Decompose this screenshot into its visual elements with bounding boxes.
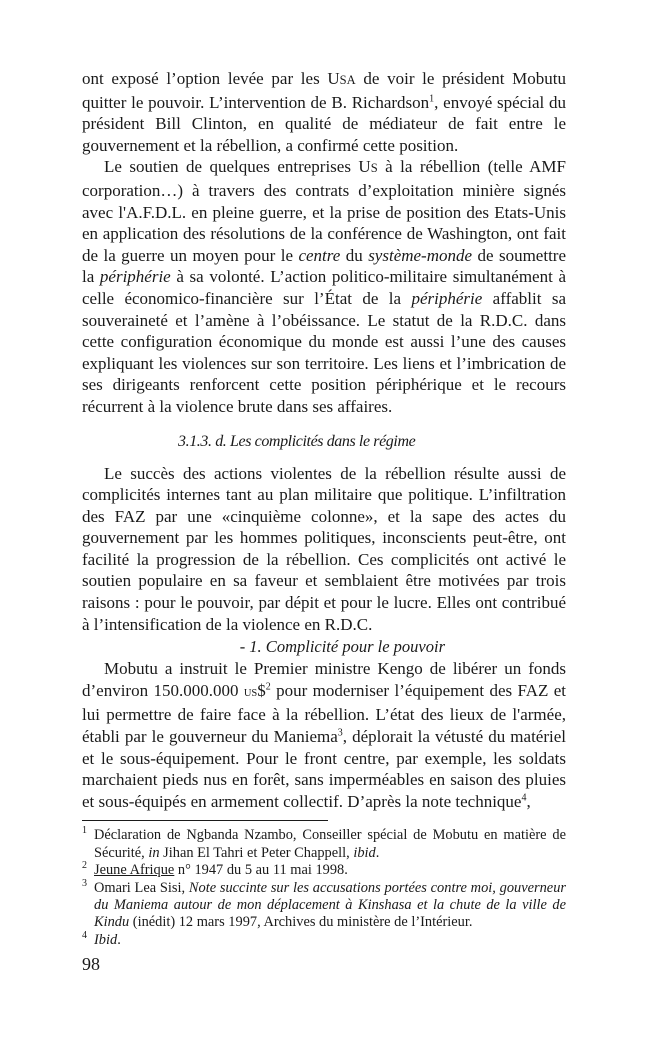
paragraph-1 bbox=[82, 68, 566, 156]
text-run: , bbox=[526, 791, 531, 811]
paragraph-4 bbox=[82, 658, 566, 812]
footnote-3 bbox=[82, 877, 566, 932]
footnote-divider bbox=[82, 820, 328, 821]
footnote-text bbox=[94, 880, 566, 932]
footnote-text bbox=[94, 827, 566, 862]
text-run: $ bbox=[257, 680, 266, 700]
page-number: 98 bbox=[82, 954, 100, 975]
italic-run: Note succinte sur les accusations portées contre moi, gouverneur du Maniema autour de mon déplacement à Kinshasa et la chute de la ville de Kindu bbox=[94, 879, 566, 931]
text-run: à la rébellion (telle AMF corporation…) à travers des contrats d’exploitation minière signés avec l'A.F.D.L. en pleine guerre, et la prise de position des Etats-Unis en application des résolutions de la conférence de Washington, ont fait de la guerre un moyen pour le bbox=[82, 157, 566, 265]
small-caps-run: S bbox=[370, 161, 378, 176]
italic-run: périphérie bbox=[411, 288, 483, 308]
footnote-number: 4 bbox=[82, 929, 87, 941]
text-run: (inédit) 12 mars 1997, Archives du ministère de l’Intérieur. bbox=[129, 914, 473, 931]
footnote-text bbox=[94, 932, 566, 949]
text-run: n° 1947 du 5 au 11 mai 1998. bbox=[174, 862, 348, 879]
text-run: Omari Lea Sisi, bbox=[94, 879, 189, 896]
text-run: . bbox=[375, 844, 380, 861]
italic-run: système-monde bbox=[368, 245, 473, 265]
footnote-ref: 3 bbox=[337, 727, 343, 739]
body-text-2 bbox=[82, 463, 566, 636]
text-run: Jihan El Tahri et Peter Chappell, bbox=[159, 844, 354, 861]
subsection-heading: - 1. Complicité pour le pouvoir bbox=[239, 637, 445, 657]
italic-run: périphérie bbox=[99, 267, 171, 287]
footnote-number: 1 bbox=[82, 825, 87, 837]
footnote-number: 2 bbox=[82, 860, 87, 872]
text-run: Le soutien de quelques entreprises U bbox=[104, 157, 371, 177]
italic-run: centre bbox=[298, 245, 341, 265]
document-page bbox=[82, 68, 566, 975]
text-run: , déplorait la vétusté du matériel et le sous-équipement. Pour le front centre, par exemple, les soldats marchaient pieds nus en forêt, sans imperméables en saison des pluies et sous-équipés en armement collectif. D’après la note technique bbox=[82, 727, 566, 811]
footnote-ref: 4 bbox=[521, 792, 527, 804]
text-run: pour moderniser l’équipement des FAZ et lui permettre de faire face à la rébellion. L’état des lieux de l'armée, établi par le gouverneur du Maniema bbox=[82, 680, 566, 747]
text-run: Mobutu a instruit le Premier ministre Kengo de libérer un fonds d’environ 150.000.000 bbox=[82, 659, 566, 700]
footnote-4 bbox=[82, 929, 566, 949]
italic-run: in bbox=[148, 844, 160, 861]
text-run: , envoyé spécial du président Bill Clinton, en qualité de médiateur de fait entre le gouvernement et la rébellion, a confirmé cette position. bbox=[82, 92, 566, 155]
paragraph-3: Le succès des actions violentes de la rébellion résulte aussi de complicités internes tant au plan militaire que politique. L’infiltration des FAZ par une «cinquième colonne», et la sape des actes du gouvernement par les hommes politiques, inconscients peut-être, ont facilité la progression de la rébellion. Ces complicités ont activé le soutien populaire en sa faveur et semblaient être motivées par trois raisons : pour le pouvoir, par dépit et pour le lucre. Elles ont contribué à l’intensification de la violence en R.D.C. bbox=[82, 463, 566, 634]
footnote-ref: 1 bbox=[429, 92, 435, 104]
footnote-ref: 2 bbox=[265, 681, 271, 693]
footnotes bbox=[82, 827, 566, 949]
text-run: du bbox=[340, 245, 369, 265]
footnote-1 bbox=[82, 827, 566, 862]
body-text bbox=[82, 68, 566, 418]
text-run: Déclaration de Ngbanda Nzambo, Conseiller spécial de Mobutu en matière de Sécurité, bbox=[94, 827, 566, 861]
text-run: affablit sa souveraineté et l’amène à l’obéissance. Le statut de la R.D.C. dans cette configuration économique du monde est aussi l’une des causes expliquant les violences sur son territoire. Les liens et l’imbrication de ses dirigeants renforcent cette position périphérique et le recours récurrent à la violence brute dans ses affaires. bbox=[82, 288, 566, 416]
text-run: ont exposé l’option levée par les U bbox=[82, 69, 340, 88]
footnote-2 bbox=[82, 862, 566, 879]
text-run: . bbox=[117, 931, 121, 948]
text-run: de soumettre la bbox=[82, 245, 566, 287]
small-caps-run: US bbox=[243, 687, 258, 699]
italic-run: Ibid bbox=[94, 931, 118, 948]
italic-run: ibid bbox=[353, 844, 376, 861]
text-run: à sa volonté. L’action politico-militaire simultanément à celle économico-financière sur l’État de la bbox=[82, 267, 566, 308]
footnote-number: 3 bbox=[82, 877, 87, 889]
footnote-text bbox=[94, 862, 566, 879]
text-run: de voir le président Mobutu quitter le pouvoir. L’intervention de B. Richardson bbox=[82, 69, 566, 112]
small-caps-run: SA bbox=[339, 73, 356, 87]
body-text-3 bbox=[82, 658, 566, 812]
underlined-title: Jeune Afrique bbox=[94, 862, 175, 879]
paragraph-2 bbox=[82, 156, 566, 417]
section-heading: 3.1.3. d. Les complicités dans le régime bbox=[178, 432, 416, 450]
